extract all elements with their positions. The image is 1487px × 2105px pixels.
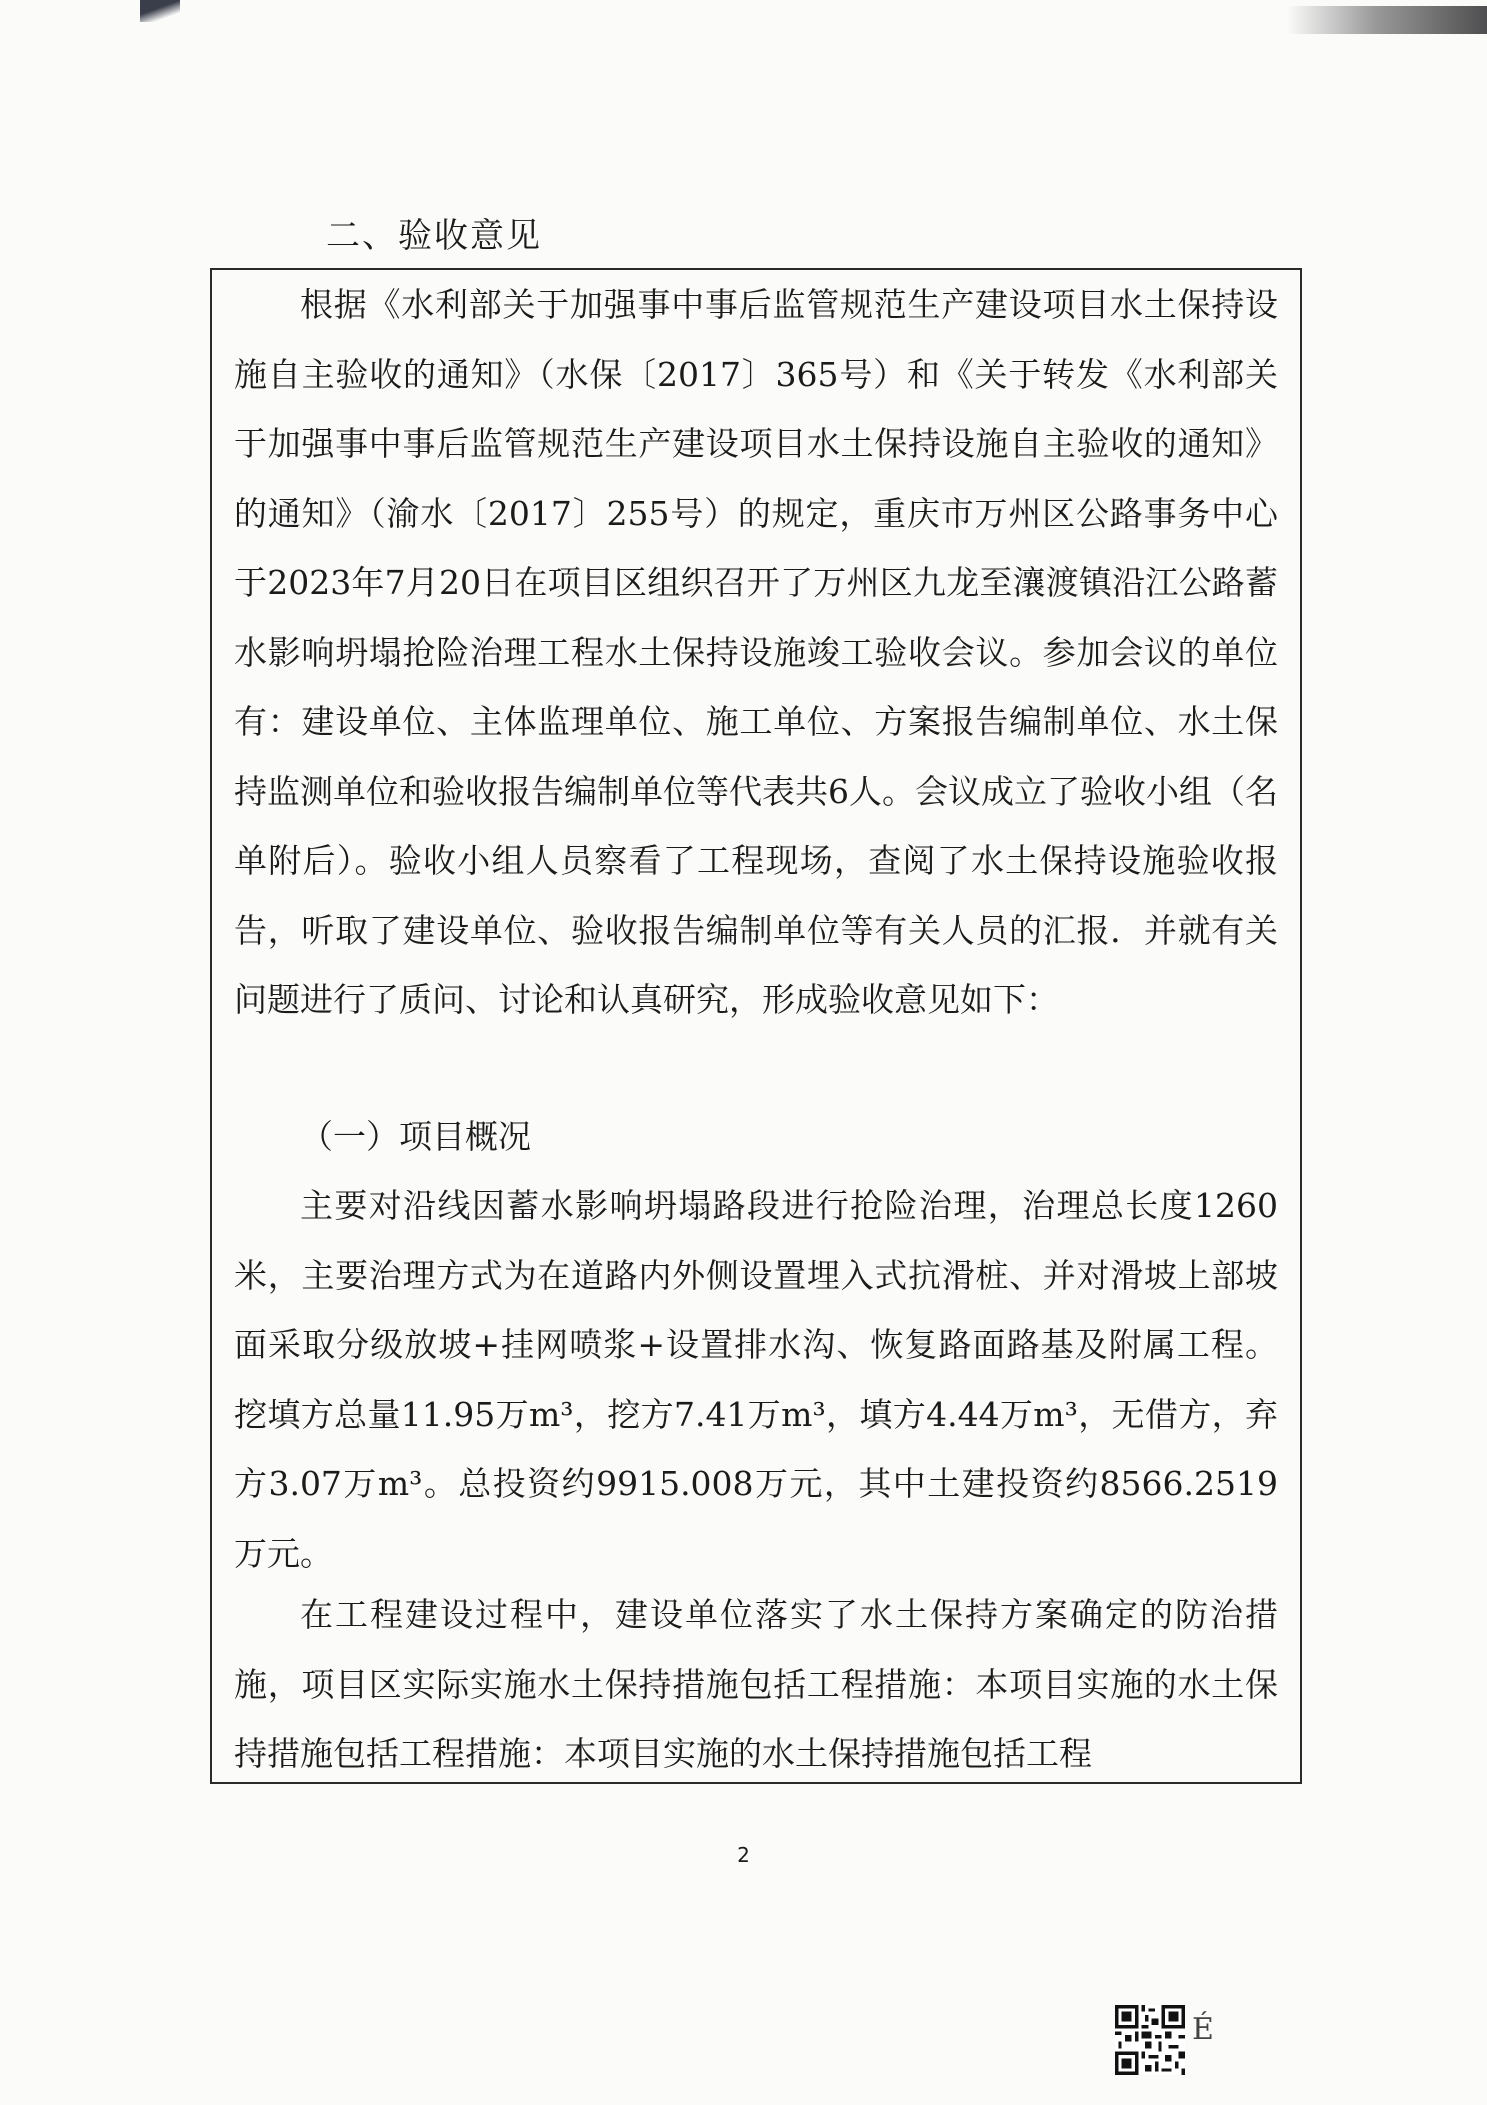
paragraph-construction-measures: 在工程建设过程中，建设单位落实了水土保持方案确定的防治措施，项目区实际实施水土保持措施包括工程措施：本项目实施的水土保持措施包括工程措施：本项目实施的水土保持措施包括工程 — [234, 1595, 1278, 1773]
qr-side-mark: É — [1192, 2012, 1214, 2047]
paragraph-project-overview: 主要对沿线因蓄水影响坍塌路段进行抢险治理，治理总长度1260米，主要治理方式为在道路内外侧设置埋入式抗滑桩、并对滑坡上部坡面采取分级放坡+挂网喷浆+设置排水沟、恢复路面路基及附属工程。挖填方总量11.95万m³，挖方7.41万m³，填方4.44万m³，无借方，弃方3.07万m³。总投资约9915.008万元，其中土建投资约8566.2519万元。 — [234, 1186, 1278, 1573]
scan-shadow-right — [1287, 6, 1487, 34]
opinion-content-box — [210, 268, 1302, 1784]
page-number: 2 — [737, 1843, 750, 1867]
subheading-project-overview: （一）项目概况 — [300, 1117, 531, 1156]
qr-code-icon — [1115, 2005, 1185, 2075]
section-title: 二、验收意见 — [326, 216, 542, 256]
paragraph-acceptance-basis: 根据《水利部关于加强事中事后监管规范生产建设项目水土保持设施自主验收的通知》（水保〔2017〕365号）和《关于转发《水利部关于加强事中事后监管规范生产建设项目水土保持设施自主验收的通知》的通知》（渝水〔2017〕255号）的规定，重庆市万州区公路事务中心于2023年7月20日在项目区组织召开了万州区九龙至瀼渡镇沿江公路蓄水影响坍塌抢险治理工程水土保持设施竣工验收会议。参加会议的单位有：建设单位、主体监理单位、施工单位、方案报告编制单位、水土保持监测单位和验收报告编制单位等代表共6人。会议成立了验收小组（名单附后）。验收小组人员察看了工程现场，查阅了水土保持设施验收报告，听取了建设单位、验收报告编制单位等有关人员的汇报．并就有关问题进行了质问、讨论和认真研究，形成验收意见如下： — [234, 285, 1278, 1019]
scan-shadow-left — [140, 0, 180, 22]
